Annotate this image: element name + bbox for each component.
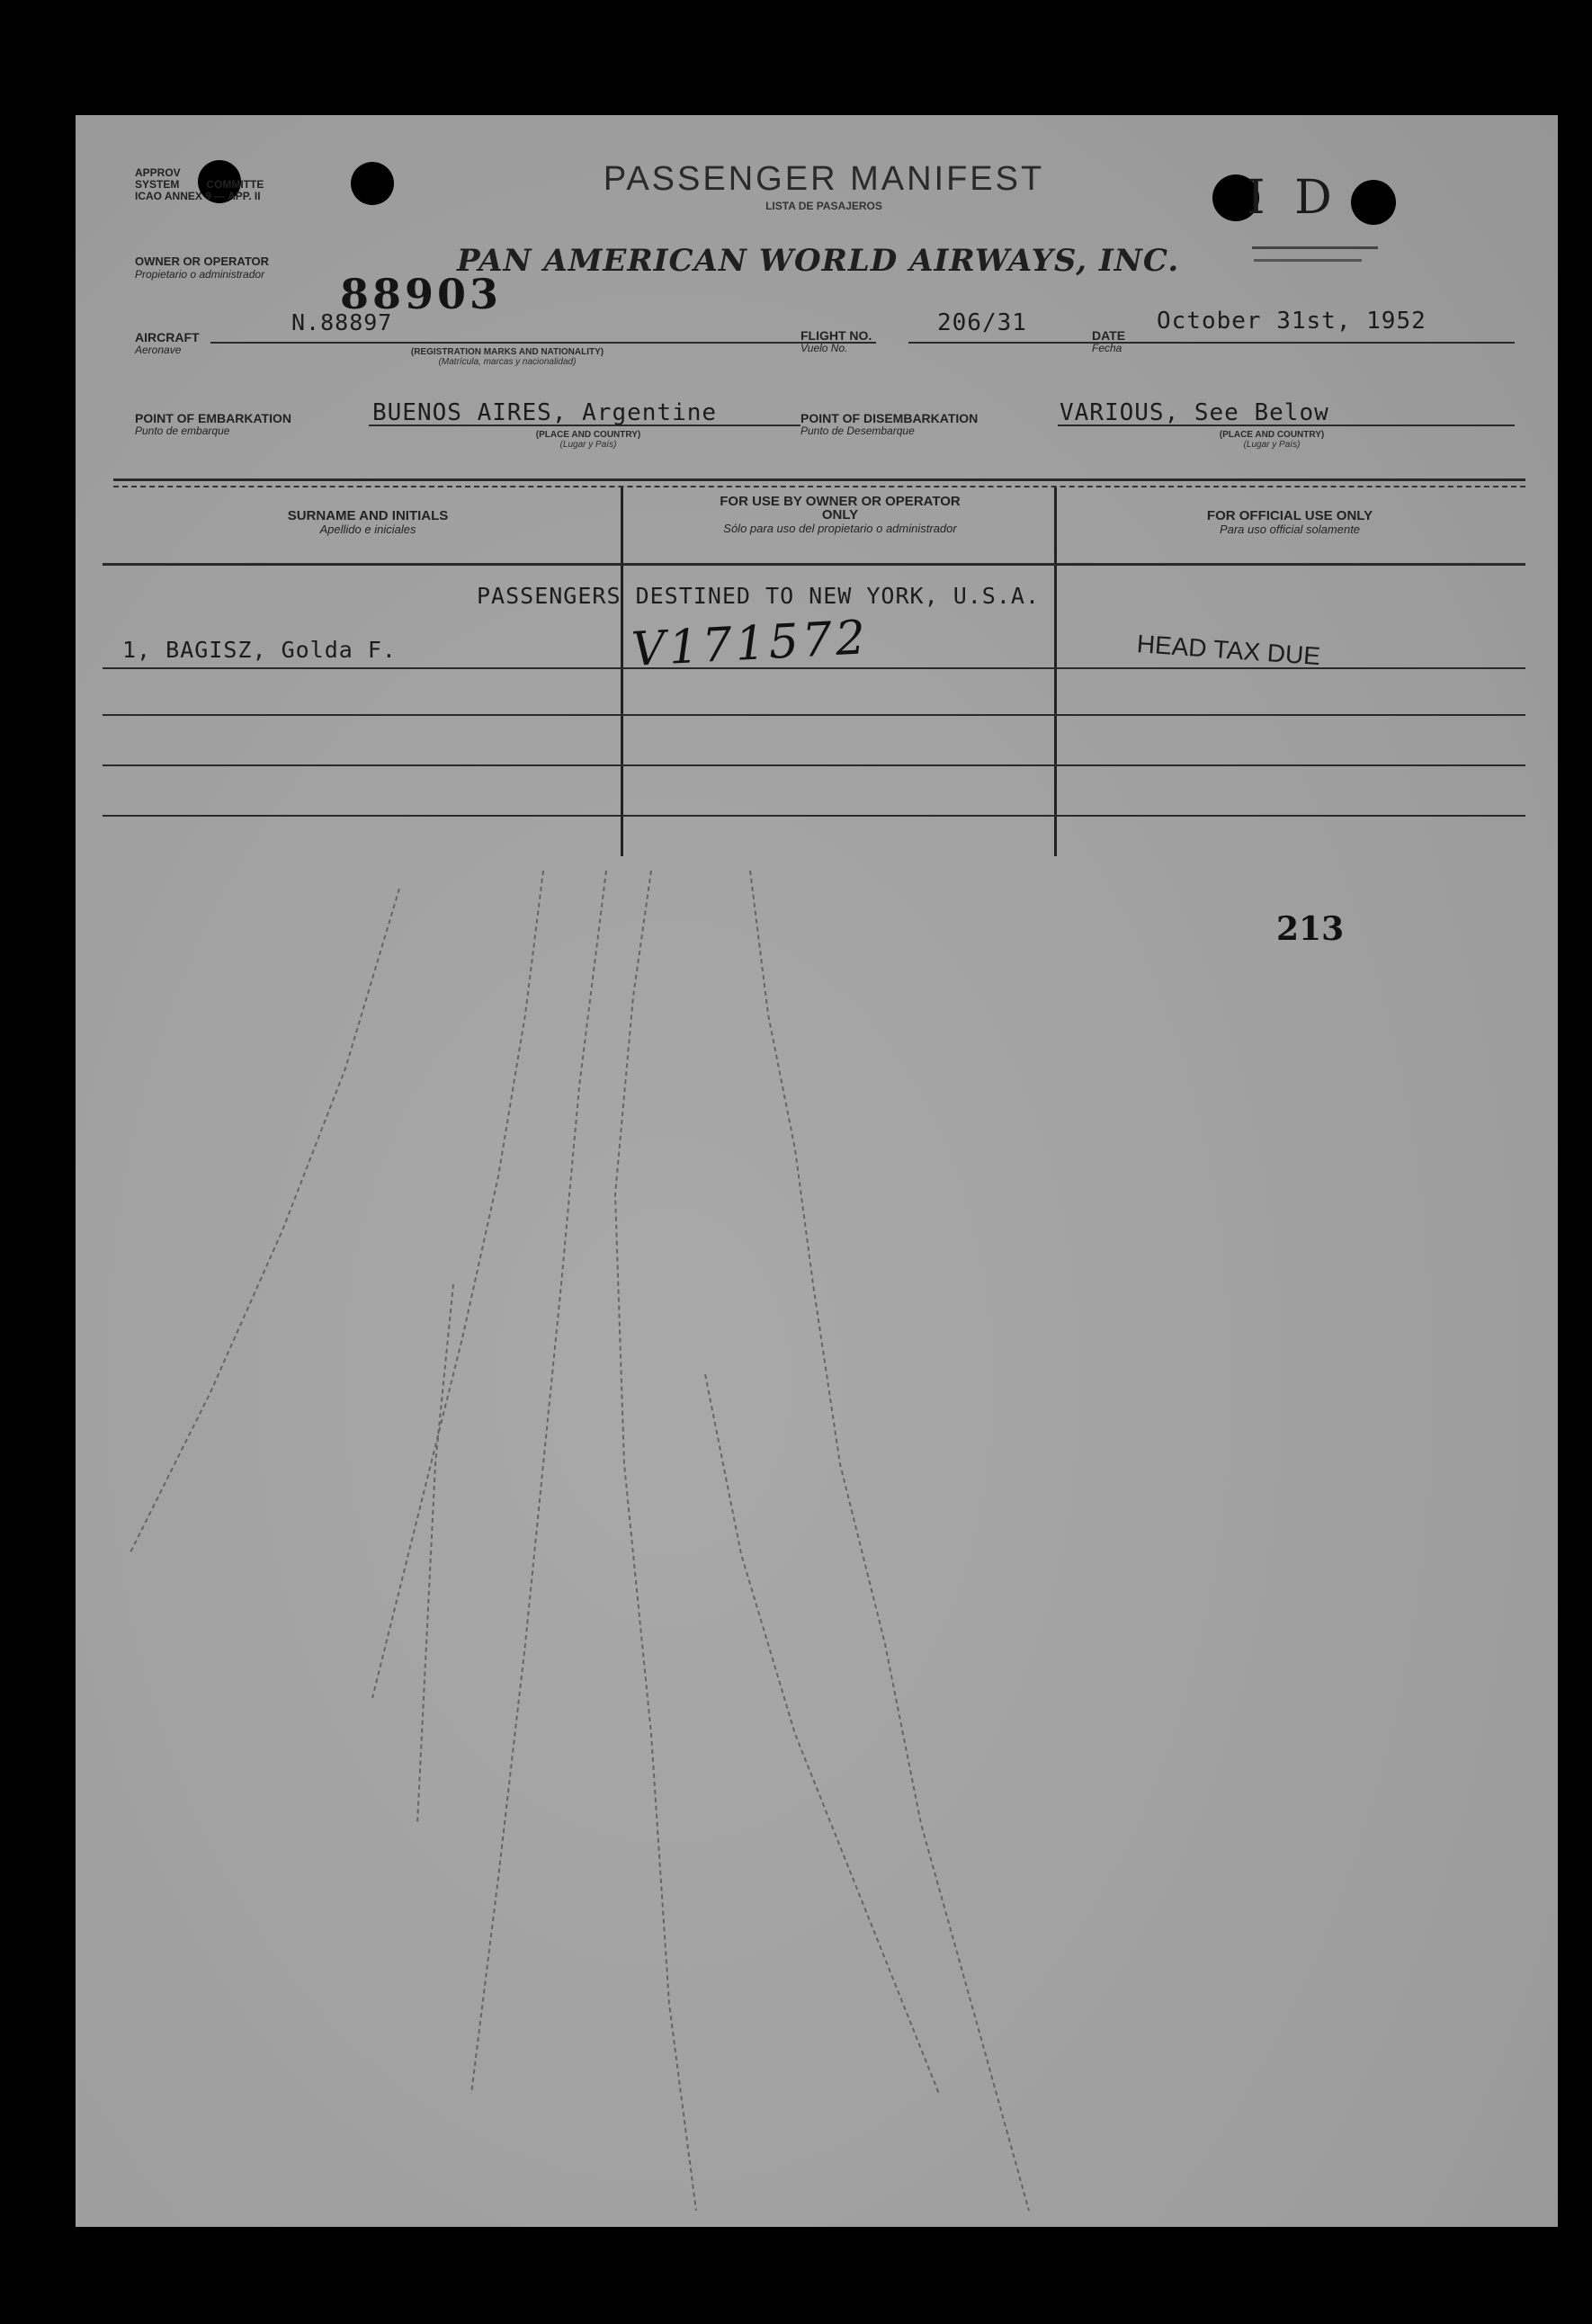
operator-note: V171572: [630, 611, 871, 677]
section-note: PASSENGERS DESTINED TO NEW YORK, U.S.A.: [477, 583, 1040, 609]
embarkation-value: BUENOS AIRES, Argentine: [372, 399, 718, 426]
page-number: 213: [1276, 910, 1345, 948]
aircraft-label: AIRCRAFT Aeronave: [135, 330, 200, 356]
stamp-number: 88903: [340, 270, 503, 318]
page-title: PASSENGER MANIFEST: [603, 160, 1045, 198]
column-header-operator: FOR USE BY OWNER OR OPERATOR ONLY Sólo para uso del propietario o administrador: [720, 494, 961, 535]
embarkation-caption: (PLACE AND COUNTRY) (Lugar y País): [535, 430, 641, 450]
column-header-surname: SURNAME AND INITIALS Apellido e iniciales: [287, 508, 449, 536]
aircraft-value: N.88897: [291, 309, 393, 335]
aircraft-caption: (REGISTRATION MARKS AND NATIONALITY) (Matrícula, marcas y nacionalidad): [410, 347, 604, 367]
embarkation-label: POINT OF EMBARKATION Punto de embarque: [135, 411, 291, 437]
corner-mark: I D: [1247, 171, 1339, 225]
manifest-sheet: [76, 115, 1558, 2227]
approval-line: APP. II: [228, 190, 261, 202]
owner-name: PAN AMERICAN WORLD AIRWAYS, INC.: [457, 243, 1180, 279]
flight-label: FLIGHT NO. Vuelo No.: [800, 328, 872, 354]
owner-label: OWNER OR OPERATOR Propietario o administrador: [135, 255, 270, 281]
disembarkation-value: VARIOUS, See Below: [1060, 399, 1329, 426]
paper-creases: [76, 115, 1558, 2227]
approval-line: COMMITTE: [206, 178, 264, 191]
official-note: HEAD TAX DUE: [1135, 630, 1321, 671]
approval-line: SYSTEM: [135, 178, 180, 191]
date-label: DATE Fecha: [1092, 328, 1126, 354]
approval-stamp: APPROV SYSTEM COMMITTE ICAO ANNEX 9 — APP. II: [135, 166, 264, 202]
approval-line: ICAO ANNEX 9: [135, 190, 211, 202]
date-value: October 31st, 1952: [1157, 308, 1427, 335]
column-header-official: FOR OFFICIAL USE ONLY Para uso official solamente: [1206, 508, 1373, 536]
flight-value: 206/31: [937, 309, 1027, 336]
disembarkation-label: POINT OF DISEMBARKATION Punto de Desembarque: [800, 411, 979, 437]
disembarkation-caption: (PLACE AND COUNTRY) (Lugar y País): [1219, 430, 1325, 450]
approval-line: APPROV: [135, 166, 181, 179]
page-title-spanish: LISTA DE PASAJEROS: [765, 200, 882, 212]
passenger-name: 1, BAGISZ, Golda F.: [122, 637, 397, 663]
